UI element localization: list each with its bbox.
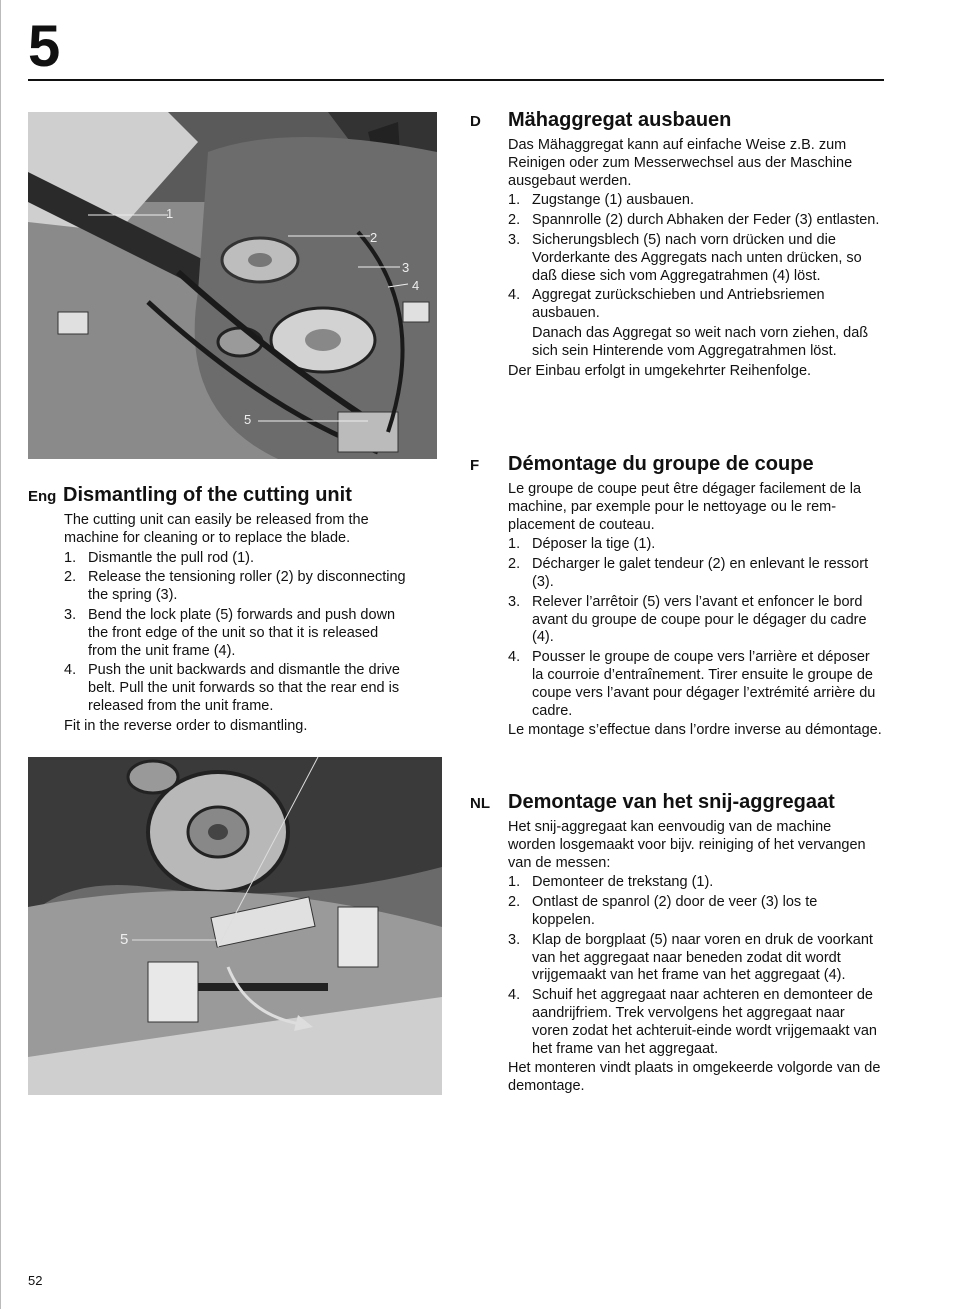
step-item: 2. Release the tensioning roller (2) by disconnecting the spring (3). (64, 569, 406, 604)
header-rule (28, 79, 884, 81)
section-outro: Fit in the reverse order to dismantling. (64, 717, 308, 734)
step-item: 4. Schuif het aggregaat naar achteren en demonteer de aandrijfriem. Trek vervolgens het aggregaat naar voren zodat het achteruit-einde wordt vrijgemaakt van het frame van het aggregaat. (508, 987, 877, 1057)
callout-5-bottom: 5 (120, 931, 129, 948)
step-item: 1. Zugstange (1) ausbauen. (508, 192, 695, 209)
step-item: 2. Ontlast de spanrol (2) door de veer (3) los te koppelen. (508, 894, 818, 928)
section-dutch (470, 790, 882, 1096)
step-item: 4. Push the unit backwards and dismantle the drive belt. Pull the unit forwards so that the rear end is released from the unit frame. (64, 662, 400, 714)
lang-code: D (470, 113, 481, 130)
section-outro: Der Einbau erfolgt in umgekehrter Reihenfolge. (508, 362, 812, 379)
section-outro: Het monteren vindt plaats in omgekeerde volgorde van de demontage. (508, 1060, 881, 1095)
lang-code: F (470, 457, 480, 474)
section-title-english: Eng Dismantling of the cutting unit (28, 483, 408, 509)
page-number: 52 (28, 1273, 43, 1288)
step-list (508, 536, 882, 720)
section-intro: The cutting unit can easily be released from the machine for cleaning or to replace the blade. (64, 512, 369, 546)
section-title-french: F Démontage du groupe de coupe (470, 452, 882, 478)
section-intro: Das Mähaggregat kann auf einfache Weise z.B. zum Reinigen oder zum Messerwechsel aus der Maschine ausgebaut werden. (508, 137, 853, 189)
figure-top-photo (28, 112, 437, 459)
step-list (64, 550, 408, 716)
section-french (470, 452, 882, 740)
section-title-dutch: NL Demontage van het snij-aggregaat (470, 790, 882, 816)
step-item: 1. Dismantle the pull rod (1). (64, 549, 255, 566)
step-item: 4. Pousser le groupe de coupe vers l’arrière et déposer la courroie d’entraînement. Tirer ensuite le groupe de coupe vers l’avant pour dégager l’extrémité arrière du cadre. (508, 649, 876, 719)
step-item: 2. Décharger le galet tendeur (2) en enlevant le ressort (3). (508, 556, 869, 590)
step-item: 3. Bend the lock plate (5) forwards and push down the front edge of the unit so that it is released from the unit frame (4). (64, 606, 396, 659)
callout-3: 3 (402, 260, 410, 275)
section-intro: Het snij-aggregaat kan eenvoudig van de machine worden losgemaakt voor bijv. reiniging of het vervangen van de messen: (508, 819, 866, 871)
callout-2: 2 (370, 230, 378, 245)
lang-code: Eng (28, 488, 57, 505)
section-title-german: D Mähaggregat ausbauen (470, 108, 882, 134)
step-item: 1. Déposer la tige (1). (508, 536, 656, 553)
section-german (470, 108, 882, 380)
cutting-deck-illustration (28, 112, 437, 459)
figure-bottom-photo (28, 757, 442, 1095)
step-item: 4. Aggregat zurückschieben und Antriebsriemen ausbauen. (508, 287, 825, 322)
section-outro: Le montage s’effectue dans l’ordre inverse au démontage. (508, 722, 882, 739)
step-item: 3. Klap de borgplaat (5) naar voren en druk de voorkant van het aggregaat naar beneden zodat dit wordt vrijgemaakt van het frame van het aggregaat (4). (508, 931, 873, 984)
callout-4: 4 (412, 278, 420, 293)
step-item: 3. Sicherungsblech (5) nach vorn drücken und die Vorderkante des Aggregats nach unten drücken, so daß diese sich vom Aggregatrahmen (4) löst. (508, 231, 862, 284)
step-continuation: Danach das Aggregat so weit nach vorn ziehen, daß sich sein Hinterende vom Aggregatrahmen löst. (532, 324, 869, 359)
step-item: 3. Relever l’arrêtoir (5) vers l’avant et enfoncer le bord avant du groupe de coupe pour le dégager du cadre (4). (508, 593, 867, 646)
step-list (508, 874, 882, 1058)
callout-1: 1 (166, 206, 174, 221)
page-margin-line (0, 0, 1, 1309)
chapter-number: 5 (28, 14, 61, 79)
section-english (28, 483, 408, 736)
lang-code: NL (470, 795, 490, 812)
section-intro: Le groupe de coupe peut être dégager facilement de la machine, par exemple pour le nettoyage ou le rem-placement de couteau. (508, 481, 862, 533)
step-item: 2. Spannrolle (2) durch Abhaken der Feder (3) entlasten. (508, 212, 880, 229)
step-list (508, 192, 882, 323)
callout-5: 5 (244, 412, 252, 427)
lock-plate-illustration (28, 757, 442, 1095)
step-item: 1. Demonteer de trekstang (1). (508, 874, 714, 891)
